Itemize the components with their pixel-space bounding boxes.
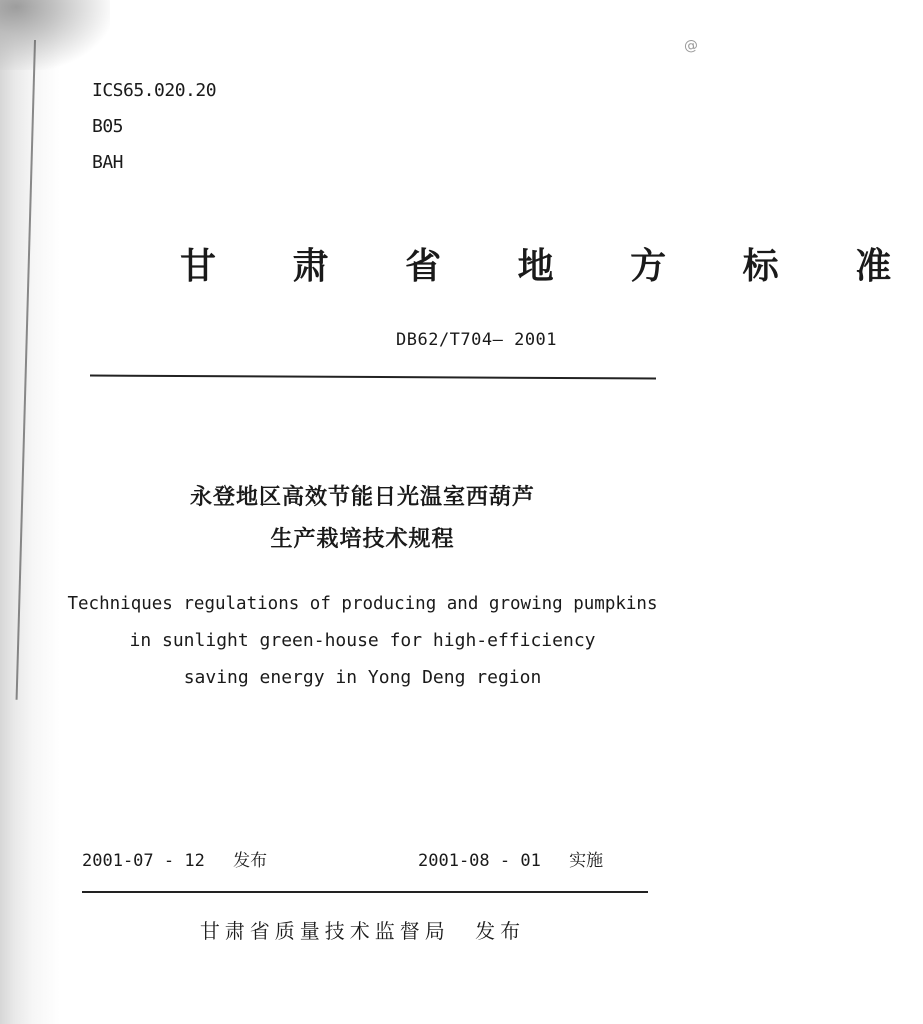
effective-date-block [418, 846, 603, 871]
effective-date: 2001-08 - 01 [418, 851, 541, 871]
registry-code: BAH [92, 152, 124, 173]
ics-code: ICS65.020.20 [92, 80, 217, 101]
cn-title-line-1: 永登地区高效节能日光温室西葫芦 [189, 485, 535, 510]
effective-label: 实施 [569, 851, 604, 871]
issue-label: 发布 [233, 851, 268, 871]
issue-date: 2001-07 - 12 [82, 851, 205, 871]
footer-divider [82, 891, 648, 893]
publisher-action: 发布 [475, 919, 526, 943]
cn-title-line-2: 生产栽培技术规程 [270, 527, 455, 552]
publisher-name: 甘肃省质量技术监督局 [199, 919, 450, 943]
class-code: B05 [92, 116, 124, 137]
issue-date-block [82, 846, 267, 871]
en-title-line-1: Techniques regulations of producing and growing pumpkins [67, 594, 658, 614]
en-title-line-2: in sunlight green-house for high-efficiency [129, 630, 596, 651]
header-divider [90, 375, 656, 380]
publisher-line [0, 915, 725, 944]
corner-mark: @ [682, 37, 700, 55]
en-title-line-3: saving energy in Yong Deng region [183, 667, 542, 688]
standard-category-title: 甘 肃 省 地 方 标 准 [180, 246, 923, 287]
standard-number: DB62/T704— 2001 [396, 330, 558, 350]
scan-shadow-corner [0, 0, 110, 70]
